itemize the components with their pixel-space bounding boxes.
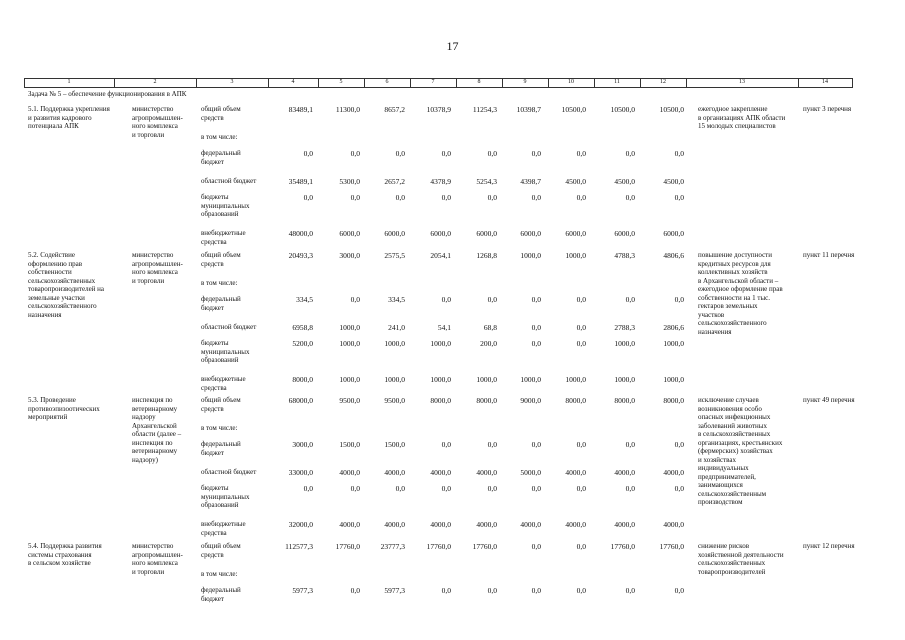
funding-value: 8000,0 — [476, 396, 497, 405]
expected-result: производством — [698, 498, 743, 506]
expected-result: и хозяйствах — [698, 455, 736, 464]
header-col-number: 13 — [739, 79, 745, 85]
funding-value: 10398,7 — [516, 105, 541, 114]
funding-value: 4000,0 — [384, 520, 405, 529]
measure-name: сельскохозяйственных — [28, 276, 96, 285]
funding-value: 23777,3 — [380, 542, 405, 551]
funding-source: бюджеты — [201, 484, 229, 492]
header-col-number: 5 — [339, 79, 343, 85]
funding-value: 3000,0 — [292, 440, 313, 449]
expected-result: сельскохозяйственного — [698, 319, 767, 327]
funding-source: образований — [201, 501, 239, 509]
header-col-number: 6 — [385, 79, 389, 85]
funding-value: 0,0 — [441, 295, 451, 304]
funding-value: 0,0 — [303, 484, 313, 493]
funding-value: 6000,0 — [565, 229, 586, 238]
funding-value: 0,0 — [674, 149, 684, 158]
funding-value: 6000,0 — [476, 229, 497, 238]
funding-source: средств — [201, 113, 224, 122]
executor-name: инспекция по — [132, 396, 173, 404]
funding-value: 0,0 — [531, 586, 541, 595]
measure-name: и развития кадрового — [28, 113, 92, 122]
funding-value: 0,0 — [350, 484, 360, 493]
funding-value: 17760,0 — [659, 542, 684, 551]
task-title: Задача № 5 – обеспечение функционирования в АПК — [28, 90, 187, 98]
funding-value: 9500,0 — [384, 396, 405, 405]
executor-name: министерство — [132, 251, 174, 259]
funding-value: 0,0 — [441, 193, 451, 202]
funding-value: 5200,0 — [292, 339, 313, 348]
funding-source: средств — [201, 259, 224, 268]
funding-value: 6958,8 — [292, 323, 313, 332]
funding-source: общий объем — [201, 105, 241, 113]
funding-value: 241,0 — [388, 323, 405, 332]
funding-value: 112577,3 — [285, 542, 313, 551]
executor-name: министерство — [132, 542, 174, 550]
funding-value: 4500,0 — [663, 177, 684, 186]
funding-value: 5977,3 — [292, 586, 313, 595]
funding-value: 2054,1 — [430, 251, 451, 260]
measure-name: 5.2. Содействие — [28, 251, 75, 259]
header-col-number: 11 — [614, 79, 620, 85]
funding-value: 0,0 — [625, 149, 635, 158]
funding-value: 0,0 — [303, 149, 313, 158]
funding-value: 10500,0 — [610, 105, 635, 114]
funding-value: 32000,0 — [288, 520, 313, 529]
funding-value: 0,0 — [576, 542, 586, 551]
funding-value: 0,0 — [576, 323, 586, 332]
funding-source: бюджет — [201, 157, 224, 166]
header-bottom-line — [24, 87, 852, 88]
funding-source: муниципальных — [201, 201, 250, 210]
funding-value: 200,0 — [480, 339, 497, 348]
funding-value: 0,0 — [303, 193, 313, 202]
funding-source: бюджет — [201, 303, 224, 312]
funding-value: 0,0 — [674, 484, 684, 493]
funding-source: федеральный — [201, 149, 241, 157]
expected-result: в Архангельской области – — [698, 276, 779, 285]
funding-value: 0,0 — [576, 295, 586, 304]
funding-value: 4000,0 — [614, 520, 635, 529]
funding-source: бюджеты — [201, 193, 229, 201]
funding-value: 0,0 — [674, 295, 684, 304]
funding-value: 0,0 — [487, 193, 497, 202]
funding-source: федеральный — [201, 586, 241, 594]
expected-result: (фермерских) хозяйствах — [698, 447, 773, 455]
funding-value: 1500,0 — [384, 440, 405, 449]
funding-value: 8657,2 — [384, 105, 405, 114]
executor-name: области (далее – — [132, 430, 182, 438]
header-col-number: 10 — [568, 79, 574, 85]
funding-value: 8000,0 — [614, 396, 635, 405]
expected-result: участков — [698, 310, 725, 319]
executor-name: ного комплекса — [132, 268, 178, 276]
funding-value: 334,5 — [388, 295, 405, 304]
funding-value: 11254,3 — [472, 105, 497, 114]
funding-value: 68000,0 — [288, 396, 313, 405]
funding-value: 6000,0 — [614, 229, 635, 238]
funding-value: 0,0 — [531, 323, 541, 332]
measure-name: товаропроизводителей на — [28, 285, 105, 293]
expected-result: предпринимателей, — [698, 472, 756, 481]
funding-source: областной бюджет — [201, 177, 257, 185]
funding-value: 1000,0 — [663, 375, 684, 384]
funding-value: 0,0 — [531, 193, 541, 202]
funding-value: 1000,0 — [663, 339, 684, 348]
funding-value: 0,0 — [531, 339, 541, 348]
executor-name: министерство — [132, 105, 174, 113]
expected-result: ежегодное закрепление — [698, 105, 768, 113]
funding-value: 6000,0 — [663, 229, 684, 238]
funding-value: 33000,0 — [288, 468, 313, 477]
funding-value: 1000,0 — [614, 339, 635, 348]
funding-value: 4000,0 — [430, 520, 451, 529]
expected-result: в организациях АПК области — [698, 113, 786, 122]
expected-result: опасных инфекционных — [698, 413, 771, 421]
funding-value: 83489,1 — [288, 105, 313, 114]
funding-value: 2575,5 — [384, 251, 405, 260]
header-col-number: 12 — [660, 79, 666, 85]
funding-value: 0,0 — [674, 440, 684, 449]
funding-value: 0,0 — [625, 193, 635, 202]
funding-value: 0,0 — [350, 193, 360, 202]
funding-value: 0,0 — [487, 440, 497, 449]
funding-value: 1000,0 — [384, 375, 405, 384]
perechen-reference: пункт 11 перечня — [803, 251, 855, 259]
measure-name: в сельском хозяйстве — [28, 559, 91, 567]
funding-value: 8000,0 — [663, 396, 684, 405]
expected-result: назначения — [698, 327, 732, 336]
funding-value: 0,0 — [625, 440, 635, 449]
funding-value: 0,0 — [441, 484, 451, 493]
funding-value: 0,0 — [487, 149, 497, 158]
funding-value: 1000,0 — [384, 339, 405, 348]
funding-value: 6000,0 — [339, 229, 360, 238]
executor-name: агропромышлен- — [132, 550, 183, 559]
funding-source: средств — [201, 404, 224, 413]
funding-value: 17760,0 — [472, 542, 497, 551]
funding-source: средства — [201, 528, 227, 537]
funding-value: 4000,0 — [565, 520, 586, 529]
funding-value: 6000,0 — [520, 229, 541, 238]
expected-result: возникновения особо — [698, 404, 762, 413]
executor-name: и торговли — [132, 130, 165, 139]
funding-value: 2657,2 — [384, 177, 405, 186]
expected-result: хозяйственной деятельности — [698, 550, 784, 559]
funding-value: 0,0 — [487, 586, 497, 595]
expected-result: индивидуальных — [698, 464, 749, 472]
funding-value: 4806,6 — [663, 251, 684, 260]
expected-result: заболеваний животных — [698, 421, 768, 430]
funding-value: 4000,0 — [476, 468, 497, 477]
funding-source: муниципальных — [201, 492, 250, 501]
executor-name: ветеринарному — [132, 404, 178, 413]
measure-name: 5.3. Проведение — [28, 396, 76, 404]
funding-value: 0,0 — [576, 484, 586, 493]
executor-name: надзору — [132, 413, 156, 421]
funding-value: 4500,0 — [565, 177, 586, 186]
funding-value: 54,1 — [437, 323, 451, 332]
funding-value: 17760,0 — [335, 542, 360, 551]
funding-value: 1000,0 — [339, 375, 360, 384]
header-col-number: 2 — [153, 79, 157, 85]
funding-value: 0,0 — [674, 586, 684, 595]
funding-value: 48000,0 — [288, 229, 313, 238]
funding-value: 0,0 — [395, 484, 405, 493]
funding-source: общий объем — [201, 542, 241, 550]
funding-value: 6000,0 — [384, 229, 405, 238]
measure-name: собственности — [28, 268, 72, 276]
funding-value: 5300,0 — [339, 177, 360, 186]
expected-result: в сельскохозяйственных — [698, 430, 771, 438]
funding-value: 1000,0 — [565, 251, 586, 260]
funding-source: муниципальных — [201, 347, 250, 356]
funding-source: областной бюджет — [201, 468, 257, 476]
measure-name: потенциала АПК — [28, 122, 79, 130]
executor-name: ного комплекса — [132, 559, 178, 567]
funding-value: 17760,0 — [610, 542, 635, 551]
funding-value: 4398,7 — [520, 177, 541, 186]
funding-source: в том числе: — [201, 570, 238, 578]
funding-value: 20493,3 — [288, 251, 313, 260]
expected-result: кредитных ресурсов для — [698, 259, 771, 268]
measure-name: противоэпизоотических — [28, 404, 100, 413]
funding-source: общий объем — [201, 396, 241, 404]
executor-name: Архангельской — [132, 421, 177, 430]
funding-source: образований — [201, 210, 239, 218]
executor-name: и торговли — [132, 276, 165, 285]
executor-name: агропромышлен- — [132, 259, 183, 268]
measure-name: системы страхования — [28, 550, 92, 559]
funding-source: внебюджетные — [201, 229, 246, 237]
measure-name: оформлению прав — [28, 259, 83, 268]
expected-result: гектаров земельных — [698, 302, 758, 310]
expected-result: товаропроизводителей — [698, 567, 766, 576]
funding-source: в том числе: — [201, 279, 238, 287]
funding-value: 4000,0 — [614, 468, 635, 477]
funding-value: 1500,0 — [339, 440, 360, 449]
funding-value: 0,0 — [441, 149, 451, 158]
funding-value: 0,0 — [487, 484, 497, 493]
funding-value: 4000,0 — [663, 468, 684, 477]
funding-source: образований — [201, 356, 239, 364]
measure-name: мероприятий — [28, 413, 68, 421]
funding-source: внебюджетные — [201, 375, 246, 383]
funding-value: 1000,0 — [339, 323, 360, 332]
funding-value: 0,0 — [441, 440, 451, 449]
funding-source: федеральный — [201, 440, 241, 448]
funding-value: 0,0 — [576, 149, 586, 158]
funding-value: 8000,0 — [430, 396, 451, 405]
perechen-reference: пункт 3 перечня — [803, 105, 852, 113]
funding-value: 1268,8 — [476, 251, 497, 260]
funding-value: 4000,0 — [384, 468, 405, 477]
funding-value: 0,0 — [531, 542, 541, 551]
funding-value: 4000,0 — [565, 468, 586, 477]
expected-result: собственности на 1 тыс. — [698, 293, 771, 302]
funding-source: общий объем — [201, 251, 241, 259]
funding-value: 0,0 — [395, 149, 405, 158]
funding-value: 10500,0 — [659, 105, 684, 114]
perechen-reference: пункт 49 перечня — [803, 396, 855, 404]
funding-value: 4000,0 — [520, 520, 541, 529]
expected-result: снижение рисков — [698, 542, 750, 550]
funding-value: 4000,0 — [476, 520, 497, 529]
header-col-number: 4 — [291, 79, 295, 85]
funding-value: 0,0 — [576, 586, 586, 595]
funding-value: 6000,0 — [430, 229, 451, 238]
funding-value: 1000,0 — [520, 375, 541, 384]
header-col-number: 1 — [67, 79, 71, 85]
funding-value: 0,0 — [576, 193, 586, 202]
expected-result: организациях, крестьянских — [698, 438, 783, 447]
measure-name: 5.1. Поддержка укрепления — [28, 105, 110, 113]
page-number: 17 — [446, 39, 459, 53]
expected-result: повышение доступности — [698, 251, 772, 259]
funding-value: 0,0 — [625, 295, 635, 304]
funding-value: 0,0 — [395, 193, 405, 202]
funding-value: 0,0 — [350, 295, 360, 304]
funding-value: 0,0 — [625, 586, 635, 595]
funding-source: в том числе: — [201, 424, 238, 432]
header-divider — [852, 78, 853, 88]
executor-name: ного комплекса — [132, 122, 178, 130]
funding-value: 0,0 — [531, 295, 541, 304]
funding-value: 0,0 — [531, 149, 541, 158]
funding-value: 10500,0 — [561, 105, 586, 114]
funding-value: 10378,9 — [426, 105, 451, 114]
funding-value: 4000,0 — [339, 468, 360, 477]
funding-value: 0,0 — [350, 586, 360, 595]
funding-value: 2788,3 — [614, 323, 635, 332]
funding-value: 17760,0 — [426, 542, 451, 551]
funding-value: 0,0 — [487, 295, 497, 304]
funding-value: 9500,0 — [339, 396, 360, 405]
funding-source: внебюджетные — [201, 520, 246, 528]
header-col-number: 3 — [230, 79, 234, 85]
measure-name: 5.4. Поддержка развития — [28, 542, 102, 550]
funding-value: 1000,0 — [565, 375, 586, 384]
funding-value: 4000,0 — [663, 520, 684, 529]
funding-value: 1000,0 — [430, 339, 451, 348]
expected-result: исключение случаев — [698, 396, 759, 404]
funding-value: 35489,1 — [288, 177, 313, 186]
funding-value: 334,5 — [296, 295, 313, 304]
funding-source: средства — [201, 237, 227, 246]
header-col-number: 9 — [523, 79, 527, 85]
executor-name: надзору) — [132, 455, 158, 464]
funding-value: 0,0 — [531, 440, 541, 449]
expected-result: ежегодное оформление прав — [698, 285, 783, 293]
funding-source: федеральный — [201, 295, 241, 303]
expected-result: занимающихся — [698, 481, 743, 489]
executor-name: ветеринарному — [132, 447, 178, 455]
perechen-reference: пункт 12 перечня — [803, 542, 855, 550]
funding-value: 5000,0 — [520, 468, 541, 477]
funding-value: 5254,3 — [476, 177, 497, 186]
executor-name: инспекция по — [132, 438, 173, 447]
funding-source: бюджеты — [201, 339, 229, 347]
funding-value: 4000,0 — [430, 468, 451, 477]
header-col-number: 14 — [822, 79, 828, 85]
funding-value: 0,0 — [441, 586, 451, 595]
expected-result: сельскохозяйственных — [698, 559, 766, 567]
funding-value: 5977,3 — [384, 586, 405, 595]
funding-value: 4500,0 — [614, 177, 635, 186]
expected-result: сельскохозяйственным — [698, 489, 767, 498]
funding-value: 0,0 — [674, 193, 684, 202]
measure-name: сельскохозяйственного — [28, 302, 97, 310]
header-col-number: 8 — [477, 79, 481, 85]
funding-value: 4000,0 — [339, 520, 360, 529]
funding-value: 9000,0 — [520, 396, 541, 405]
funding-value: 4378,9 — [430, 177, 451, 186]
funding-value: 1000,0 — [430, 375, 451, 384]
funding-value: 0,0 — [625, 484, 635, 493]
expected-result: 15 молодых специалистов — [698, 122, 776, 130]
funding-value: 0,0 — [576, 339, 586, 348]
funding-value: 8000,0 — [565, 396, 586, 405]
funding-value: 1000,0 — [614, 375, 635, 384]
funding-value: 3000,0 — [339, 251, 360, 260]
funding-source: средств — [201, 550, 224, 559]
funding-value: 68,8 — [483, 323, 497, 332]
funding-value: 1000,0 — [339, 339, 360, 348]
measure-name: назначения — [28, 310, 62, 319]
funding-value: 1000,0 — [520, 251, 541, 260]
funding-value: 8000,0 — [292, 375, 313, 384]
funding-source: бюджет — [201, 594, 224, 603]
funding-value: 2806,6 — [663, 323, 684, 332]
funding-source: средства — [201, 383, 227, 392]
measure-name: земельные участки — [28, 293, 85, 302]
expected-result: коллективных хозяйств — [698, 268, 768, 276]
funding-source: в том числе: — [201, 133, 238, 141]
funding-value: 11300,0 — [335, 105, 360, 114]
funding-value: 0,0 — [576, 440, 586, 449]
executor-name: и торговли — [132, 567, 165, 576]
funding-value: 0,0 — [350, 149, 360, 158]
funding-value: 1000,0 — [476, 375, 497, 384]
funding-value: 0,0 — [531, 484, 541, 493]
header-col-number: 7 — [431, 79, 435, 85]
executor-name: агропромышлен- — [132, 113, 183, 122]
funding-source: областной бюджет — [201, 323, 257, 331]
funding-source: бюджет — [201, 448, 224, 457]
funding-value: 4788,3 — [614, 251, 635, 260]
